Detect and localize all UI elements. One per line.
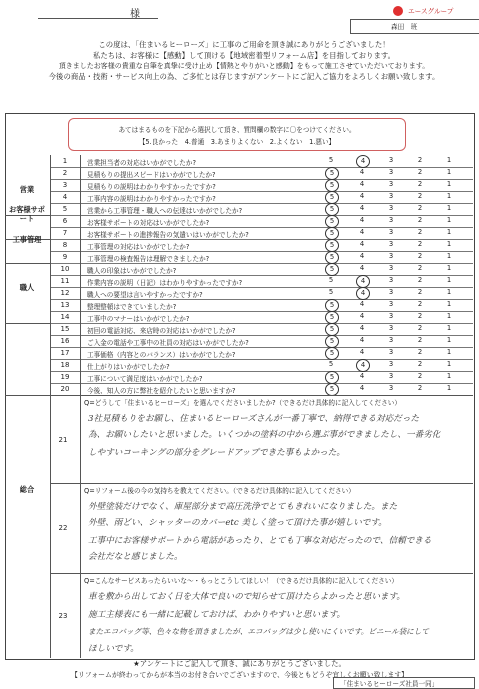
- score-option[interactable]: 3: [388, 216, 394, 224]
- answer-line: 会社だなと感じました。: [88, 552, 183, 562]
- category-craftsman: 職人: [19, 283, 35, 292]
- score-option-selected[interactable]: 5: [325, 239, 339, 252]
- score-option[interactable]: 2: [417, 300, 423, 308]
- score-option[interactable]: 2: [417, 288, 423, 296]
- question-text: お客様サポートの対応はいかがでしたか?: [87, 219, 210, 227]
- footer-signature-box: [333, 677, 475, 689]
- score-option[interactable]: 3: [388, 324, 394, 332]
- score-option[interactable]: 3: [388, 300, 394, 308]
- header: [10, 0, 470, 30]
- score-option[interactable]: 1: [446, 216, 452, 224]
- score-option[interactable]: 4: [359, 180, 365, 188]
- brand-name: エースグループ: [408, 7, 454, 16]
- score-option[interactable]: 4: [359, 264, 365, 272]
- score-option[interactable]: 2: [417, 204, 423, 212]
- answer-line: 為、お願いしたいと思いました。いくつかの塗料の中から選ぶ事ができましたし、一番劣化: [88, 430, 441, 440]
- score-option[interactable]: 2: [417, 216, 423, 224]
- question-text: 整理整頓はできていましたか?: [87, 303, 177, 311]
- score-option[interactable]: 2: [417, 360, 423, 368]
- category-support: [6, 205, 48, 223]
- score-option-selected[interactable]: 5: [325, 167, 339, 180]
- question-number: 12: [60, 289, 70, 297]
- score-option[interactable]: 3: [388, 156, 394, 164]
- brand-logo: [393, 0, 473, 14]
- customer-name-box: [350, 19, 479, 34]
- score-option[interactable]: 4: [359, 384, 365, 392]
- score-option-selected[interactable]: 5: [325, 215, 339, 228]
- score-option-selected[interactable]: 5: [325, 227, 339, 240]
- score-option[interactable]: 2: [417, 240, 423, 248]
- score-option[interactable]: 2: [417, 324, 423, 332]
- intro-line: 頂きましたお客様の貴重な自筆を真挚に受け止め【情熱とやりがいと感動】をもって施工させていただいております。: [58, 62, 430, 71]
- score-option[interactable]: 1: [446, 276, 452, 284]
- question-text: お客様サポートの進捗報告の気遣いはいかがでしたか?: [87, 231, 249, 239]
- answer-line: 3社見積もりをお願し、住まいるヒーローズさんが一番丁寧で、納得できる対応だった: [88, 414, 420, 424]
- score-option-selected[interactable]: 4: [356, 275, 370, 288]
- score-option[interactable]: 4: [359, 204, 365, 212]
- score-option[interactable]: 3: [388, 204, 394, 212]
- instruction-line: あてはまるものを下記から選択して頂き、質問欄の数字に〇をつけてください。: [118, 126, 356, 134]
- score-option[interactable]: 1: [446, 336, 452, 344]
- category-divider: [50, 155, 51, 658]
- question-text: 工事管理の検査報告は理解できましたか?: [87, 255, 210, 263]
- score-option[interactable]: 3: [388, 180, 394, 188]
- score-option[interactable]: 2: [417, 252, 423, 260]
- score-option[interactable]: 4: [359, 300, 365, 308]
- score-option[interactable]: 1: [446, 168, 452, 176]
- page-title: 様: [130, 9, 143, 20]
- question-number: 3: [62, 181, 68, 189]
- question-text: 見積もりの提出スピードはいかがでしたか?: [87, 171, 216, 179]
- score-option[interactable]: 3: [388, 384, 394, 392]
- score-option[interactable]: 1: [446, 252, 452, 260]
- score-option[interactable]: 4: [359, 324, 365, 332]
- category-support-label: お客様サポート: [9, 205, 45, 223]
- score-option[interactable]: 3: [388, 372, 394, 380]
- brand-logo-icon: [393, 6, 403, 16]
- answer-line: 施工主様表にも一緒に記載しておけば、わかりやすいと思います。: [88, 610, 346, 620]
- score-option[interactable]: 4: [359, 348, 365, 356]
- free-section-21: [50, 395, 473, 484]
- question-number: 18: [60, 361, 70, 369]
- question-text: ご入金の電話や工事中の社員の対応はいかがでしたか?: [87, 339, 249, 347]
- question-text: 工事管理の対応はいかがでしたか?: [87, 243, 190, 251]
- score-option[interactable]: 3: [388, 288, 394, 296]
- question-number: 20: [60, 385, 70, 393]
- question-text: 職人への要望は言いやすかったですか?: [87, 291, 203, 299]
- score-option[interactable]: 5: [328, 288, 334, 296]
- rating-rows: [5, 155, 473, 395]
- score-option[interactable]: 1: [446, 372, 452, 380]
- question-number: 10: [60, 265, 70, 273]
- score-option[interactable]: 3: [388, 348, 394, 356]
- answer-line: 車を敷から出しておく日を大体で良いので知らせて頂けたらよかったと思います。: [88, 592, 406, 602]
- score-option-selected[interactable]: 4: [356, 359, 370, 372]
- free-question-text: Q=どうして「住まいるヒーローズ」を選んでくださいましたか?（できるだけ具体的に記入してください）: [84, 399, 401, 407]
- customer-name: 森田 班: [391, 23, 418, 31]
- answer-line: またエコバッグ等、色々な物を頂きましたが、エコバッグは少し使いにくいです。ビニール袋にして: [88, 627, 429, 636]
- free-question-text: Q=リフォーム後の今の気持ちを教えてください。（できるだけ具体的に記入してください）: [84, 487, 355, 495]
- question-number: 1: [62, 157, 68, 165]
- question-number: 14: [60, 313, 70, 321]
- score-option[interactable]: 1: [446, 288, 452, 296]
- answer-line: しやすいコーキングの部分をグレードアップできた事もよかった。: [88, 448, 345, 458]
- score-option[interactable]: 4: [359, 312, 365, 320]
- score-option[interactable]: 1: [446, 156, 452, 164]
- question-number: 2: [62, 169, 68, 177]
- score-option[interactable]: 2: [417, 348, 423, 356]
- score-option[interactable]: 2: [417, 384, 423, 392]
- score-option[interactable]: 1: [446, 312, 452, 320]
- score-option[interactable]: 1: [446, 300, 452, 308]
- score-option[interactable]: 1: [446, 324, 452, 332]
- intro-line: 私たちは、お客様に【感動】して頂ける【地域密着型リフォーム店】を目指しております。: [92, 50, 396, 60]
- free-question-text: Q=こんなサービスあったらいいな～・もっとこうしてほしい！（できるだけ具体的に記入してください）: [84, 577, 398, 585]
- question-text: 初回の電話対応、来店時の対応はいかがでしたか?: [87, 327, 236, 335]
- score-option[interactable]: 3: [388, 252, 394, 260]
- question-number: 22: [58, 524, 68, 532]
- question-text: 工事価格（内容とのバランス）はいかがでしたか?: [87, 351, 236, 359]
- score-option[interactable]: 1: [446, 240, 452, 248]
- score-option[interactable]: 1: [446, 360, 452, 368]
- score-option[interactable]: 1: [446, 264, 452, 272]
- instruction-scale: 【5.良かった 4.普通 3.あまりよくない 2.よくない 1.悪い】: [138, 138, 336, 146]
- free-number-divider: [80, 395, 81, 658]
- score-option[interactable]: 3: [388, 360, 394, 368]
- answer-line: 外壁、雨どい、シャッターのカバーetc 美しく塗って頂けた事が嬉しいです。: [88, 518, 387, 528]
- footer-thanks: ★アンケートにご記入して頂き、誠にありがとうございました。: [133, 659, 346, 668]
- score-option-selected[interactable]: 4: [356, 155, 370, 168]
- footer-signature: 「住まいるヒーローズ社員一同」: [340, 680, 439, 688]
- intro: [14, 40, 474, 82]
- intro-line: この度は、「住まいるヒーローズ」に工事のご用命を頂き誠にありがとうございました！: [98, 40, 390, 49]
- category-separator: [5, 395, 51, 396]
- question-text: 工事について満足度はいかがでしたか?: [87, 375, 203, 383]
- question-number: 19: [60, 373, 70, 381]
- score-option-selected[interactable]: 5: [325, 179, 339, 192]
- score-option-selected[interactable]: 5: [325, 263, 339, 276]
- score-option[interactable]: 1: [446, 228, 452, 236]
- score-option[interactable]: 2: [417, 276, 423, 284]
- score-option-selected[interactable]: 5: [325, 251, 339, 264]
- score-option[interactable]: 1: [446, 204, 452, 212]
- score-option[interactable]: 3: [388, 336, 394, 344]
- score-option[interactable]: 4: [359, 216, 365, 224]
- score-option[interactable]: 3: [388, 276, 394, 284]
- question-text: 仕上がりはいかがでしたか?: [87, 363, 170, 371]
- question-number: 5: [62, 205, 68, 213]
- question-text: 今後、知人の方に弊社を紹介したいと思いますか?: [87, 387, 236, 395]
- score-option[interactable]: 2: [417, 156, 423, 164]
- question-number: 9: [62, 253, 68, 261]
- category-row-separator: [5, 263, 51, 264]
- answer-line: ほしいです。: [88, 644, 139, 654]
- answer-line: 工事中にお客様サポートから電話があったり、とても丁寧な対応だったので、信頼できる: [88, 536, 432, 546]
- score-option[interactable]: 4: [359, 192, 365, 200]
- question-number: 17: [60, 349, 70, 357]
- question-text: 工事内容の説明はわかりやすかったですか?: [87, 195, 216, 203]
- score-option[interactable]: 4: [359, 372, 365, 380]
- score-option[interactable]: 1: [446, 384, 452, 392]
- score-option-selected[interactable]: 5: [325, 383, 339, 396]
- free-section-23: [50, 573, 473, 659]
- category-sales: 営業: [19, 185, 35, 194]
- question-text: 工事中のマナーはいかがでしたか?: [87, 315, 190, 323]
- question-number: 16: [60, 337, 70, 345]
- score-option-selected[interactable]: 5: [325, 311, 339, 324]
- free-section-22: [50, 483, 473, 574]
- answer-line: 外壁塗装だけでなく、庫屋部分まで高圧洗浄でとてもきれいになりました。また: [88, 502, 398, 512]
- score-option-selected[interactable]: 5: [325, 191, 339, 204]
- score-option[interactable]: 4: [359, 228, 365, 236]
- score-option[interactable]: 5: [328, 156, 334, 164]
- score-option-selected[interactable]: 5: [325, 203, 339, 216]
- score-option[interactable]: 4: [359, 252, 365, 260]
- score-option-selected[interactable]: 4: [356, 287, 370, 300]
- score-option[interactable]: 2: [417, 336, 423, 344]
- category-row-separator: [5, 323, 51, 324]
- category-construction: 工事管理: [12, 235, 42, 244]
- question-number: 23: [58, 612, 68, 620]
- question-text: 見積もりの説明はわかりやすかったですか?: [87, 183, 216, 191]
- question-text: 職人の印象はいかがでしたか?: [87, 267, 177, 275]
- question-text: 営業から工事管理・職人への伝達はいかがでしたか?: [87, 207, 243, 215]
- question-number: 4: [62, 193, 68, 201]
- score-option-selected[interactable]: 5: [325, 335, 339, 348]
- score-option[interactable]: 5: [328, 360, 334, 368]
- score-option[interactable]: 2: [417, 312, 423, 320]
- score-option[interactable]: 3: [388, 228, 394, 236]
- score-option[interactable]: 3: [388, 240, 394, 248]
- question-number: 7: [62, 229, 68, 237]
- score-option[interactable]: 4: [359, 240, 365, 248]
- score-option[interactable]: 3: [388, 168, 394, 176]
- question-text: 営業担当者の対応はいかがでしたか?: [87, 159, 196, 167]
- question-number: 8: [62, 241, 68, 249]
- score-option-selected[interactable]: 5: [325, 299, 339, 312]
- question-number: 15: [60, 325, 70, 333]
- question-number: 11: [60, 277, 70, 285]
- score-option[interactable]: 1: [446, 180, 452, 188]
- score-option[interactable]: 3: [388, 192, 394, 200]
- question-number: 6: [62, 217, 68, 225]
- score-option-selected[interactable]: 5: [325, 371, 339, 384]
- question-number: 13: [60, 301, 70, 309]
- score-option[interactable]: 1: [446, 348, 452, 356]
- category-overall: 総合: [19, 485, 35, 494]
- number-divider: [80, 155, 81, 395]
- score-option[interactable]: 2: [417, 264, 423, 272]
- score-option-selected[interactable]: 5: [325, 347, 339, 360]
- score-option-selected[interactable]: 5: [325, 323, 339, 336]
- intro-line: 今後の商品・技術・サービス向上の為、ご多忙とは存じますがアンケートにご記入ご協力をよろしくお願い致します。: [48, 71, 440, 81]
- score-option[interactable]: 2: [417, 228, 423, 236]
- score-option[interactable]: 2: [417, 180, 423, 188]
- score-option[interactable]: 2: [417, 192, 423, 200]
- score-option[interactable]: 3: [388, 312, 394, 320]
- score-option[interactable]: 5: [328, 276, 334, 284]
- score-option[interactable]: 2: [417, 372, 423, 380]
- score-option[interactable]: 2: [417, 168, 423, 176]
- score-option[interactable]: 4: [359, 336, 365, 344]
- score-option[interactable]: 1: [446, 192, 452, 200]
- footer-message: 【リフォームが終わってからが本当のお付き合いでございますので、今後ともどうぞ宜しくお願い致します】: [70, 670, 409, 679]
- score-option[interactable]: 4: [359, 168, 365, 176]
- question-number: 21: [58, 436, 68, 444]
- score-option[interactable]: 3: [388, 264, 394, 272]
- question-text: 作業内容の説明（日記）はわかりやすかったですか?: [87, 279, 243, 287]
